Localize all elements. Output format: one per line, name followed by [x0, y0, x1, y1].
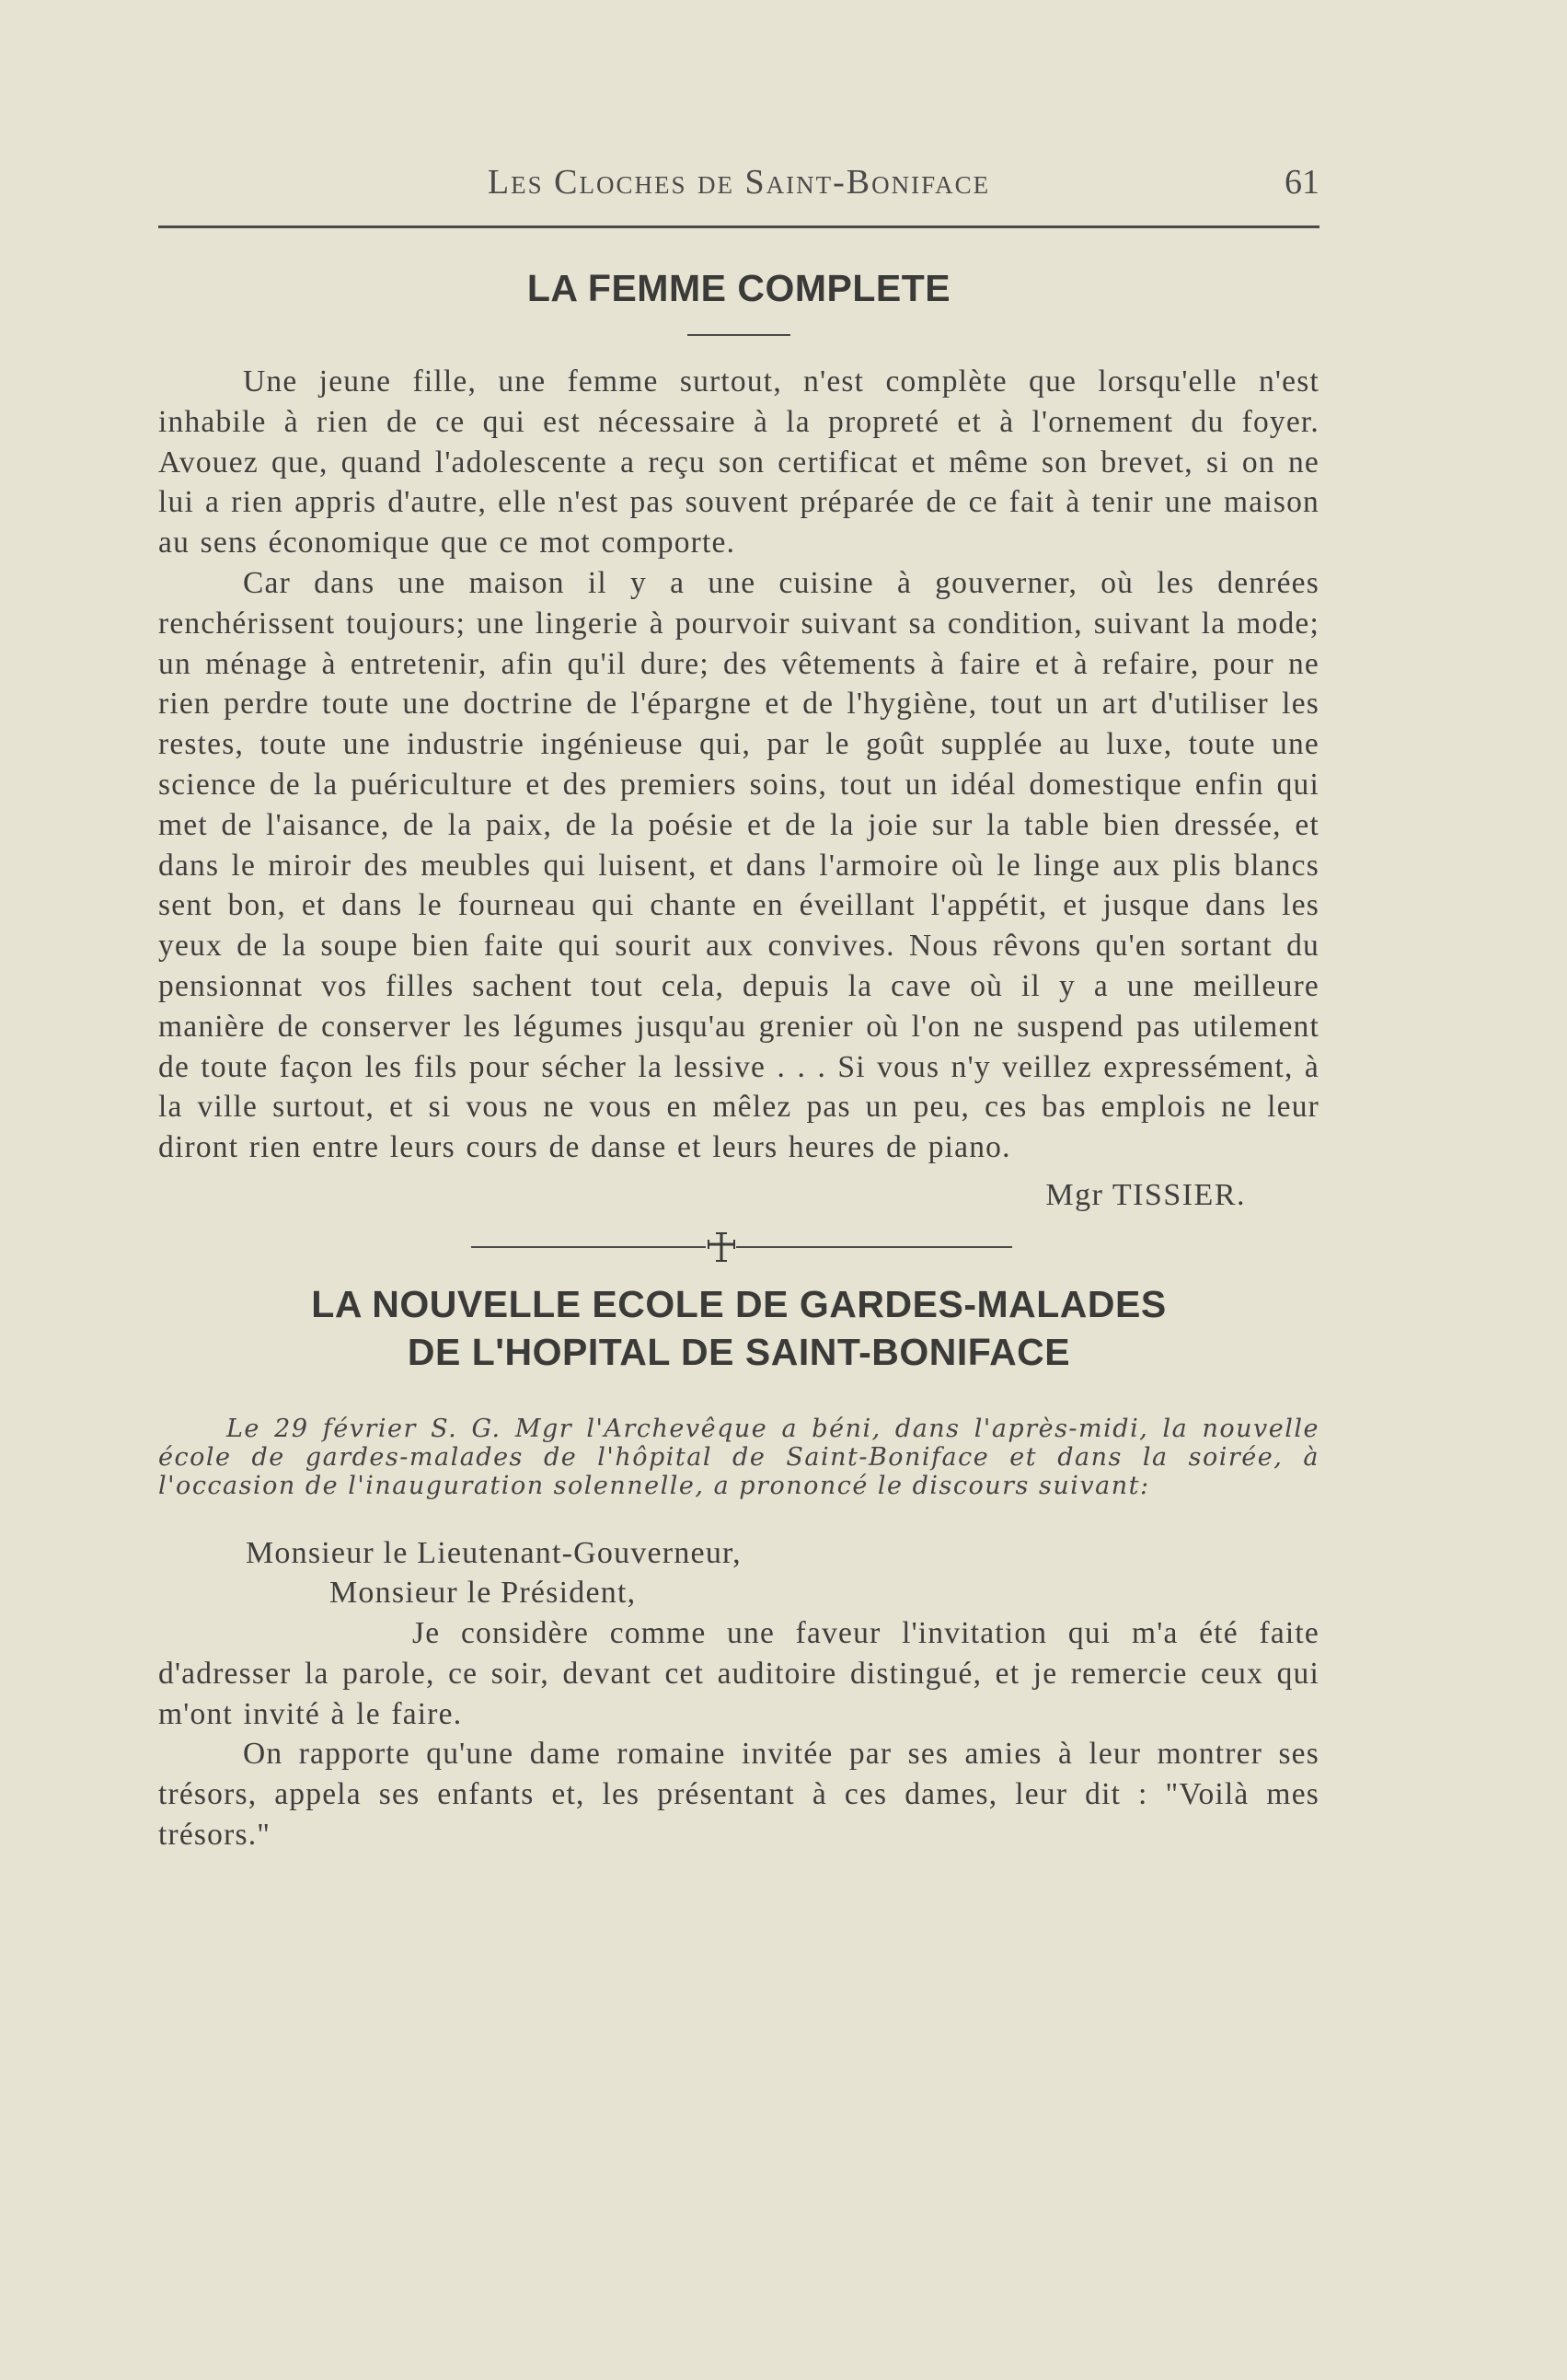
document-page	[158, 138, 1319, 1855]
salutation-lieutenant-gouverneur: Monsieur le Lieutenant-Gouverneur,	[246, 1535, 742, 1570]
title-underline-rule	[687, 334, 790, 336]
section-divider	[158, 1227, 1319, 1267]
article2-title-line-2: DE L'HOPITAL DE SAINT-BONIFACE	[407, 1330, 1071, 1373]
article-title-femme-complete: LA FEMME COMPLETE	[526, 267, 951, 309]
article-title-nouvelle-ecole	[158, 1280, 1319, 1376]
cross-ornament-icon	[703, 1230, 740, 1264]
divider-line-left	[471, 1246, 706, 1248]
running-header	[158, 138, 1319, 228]
article2-paragraph-2: On rapporte qu'une dame romaine invitée par ses amies à leur montrer ses trésors, appela ses enfants et, les présentant à ces dames, leur dit : "Voilà mes trésors."	[158, 1737, 1319, 1852]
article1-paragraph-2: Car dans une maison il y a une cuisine à gouverner, où les denrées renchérissent toujours; une lingerie à pourvoir suivant sa condition, suivant la mode; un ménage à entretenir, afin qu'il dure; des vêtements à faire et à refaire, pour ne rien perdre toute une doctrine de l'épargne et de l'hygiène, tout un art d'utiliser les restes, toute une industrie ingénieuse qui, par le goût supplée au luxe, toute une science de la puériculture et des premiers soins, tout un idéal domestique enfin qui met de l'aisance, de la paix, de la poésie et de la joie sur la table bien dressée, et dans le miroir des meubles qui luisent, et dans l'armoire où le linge aux plis blancs sent bon, et dans le fourneau qui chante en éveillant l'appétit, et jusque dans les yeux de la soupe bien faite qui sourit aux convives. Nous rêvons qu'en sortant du pensionnat vos filles sachent tout cela, depuis la cave où il y a une meilleure manière de conserver les légumes jusqu'au grenier où l'on ne suspend pas utilement de toute façon les fils pour sécher la lessive . . . Si vous n'y veillez expressément, à la ville surtout, et si vous ne vous en mêlez pas un peu, ces bas emplois ne leur diront rien entre leurs cours de danse et leurs heures de piano.	[158, 565, 1319, 1165]
running-title: Les Cloches de Saint-Boniface	[487, 163, 991, 202]
page-number: 61	[1285, 163, 1319, 202]
divider-line-right	[736, 1246, 1012, 1248]
article2-intro: Le 29 février S. G. Mgr l'Archevêque a béni, dans l'après-midi, la nouvelle école de gardes-malades de l'hôpital de Saint-Boniface et dans la soirée, à l'occasion de l'inauguration solennelle, a prononcé le discours suivant:	[158, 1414, 1319, 1500]
article2-title-line-1: LA NOUVELLE ECOLE DE GARDES-MALADES	[311, 1282, 1167, 1325]
article2-paragraph-1: Je considère comme une faveur l'invitation qui m'a été faite d'adresser la parole, ce soir, devant cet auditoire distingué, et je remercie ceux qui m'ont invité à le faire.	[158, 1615, 1319, 1731]
article1-paragraph-1: Une jeune fille, une femme surtout, n'est complète que lorsqu'elle n'est inhabile à rien de ce qui est nécessaire à la propreté et à l'ornement du foyer. Avouez que, quand l'adolescente a reçu son certificat et même son brevet, si on ne lui a rien appris d'autre, elle n'est pas souvent préparée de ce fait à tenir une maison au sens économique que ce mot comporte.	[158, 364, 1319, 560]
article1-signature: Mgr TISSIER.	[1045, 1177, 1246, 1212]
salutation-president: Monsieur le Président,	[329, 1576, 637, 1611]
